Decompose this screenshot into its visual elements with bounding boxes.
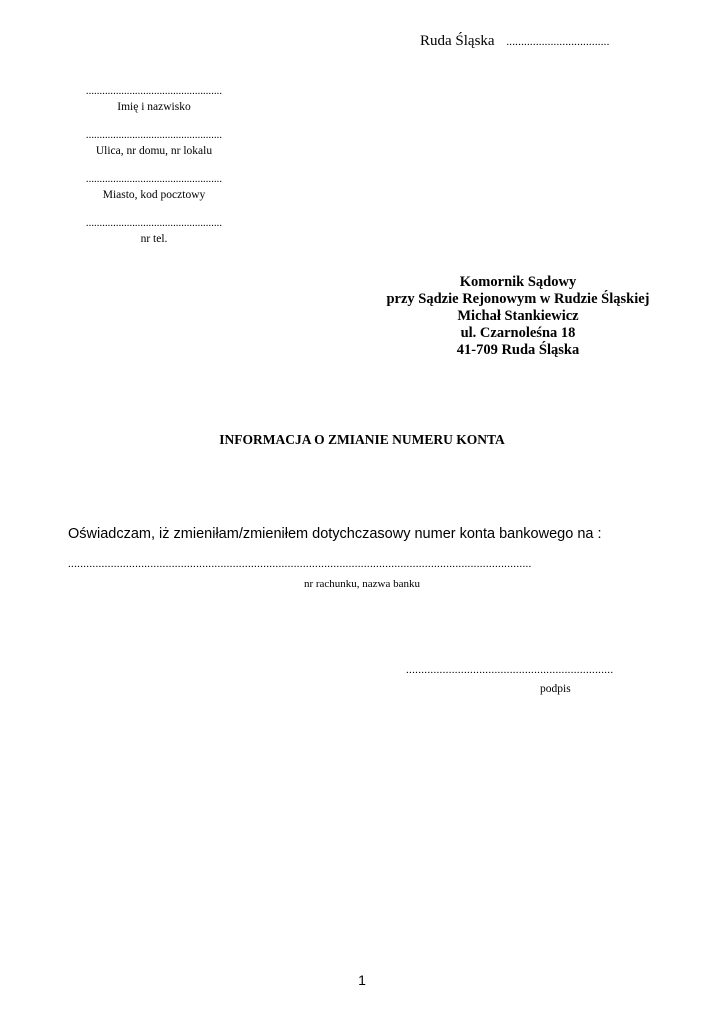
field-label: Ulica, nr domu, nr lokalu [95,145,213,157]
field-label: Imię i nazwisko [117,101,191,113]
recipient-line: Michał Stankiewicz [457,308,579,324]
page-number: 1 [358,972,366,988]
sender-street-field [68,130,240,158]
place-date-line [420,33,610,50]
signature-label: podpis [540,683,571,695]
field-label: Miasto, kod pocztowy [102,189,206,201]
recipient-line: przy Sądzie Rejonowym w Rudzie Śląskiej [386,291,650,307]
fill-in-dots: .................................................. [85,130,223,141]
account-number-label: nr rachunku, nazwa banku [303,578,421,590]
signature-dots: .................................................................... [406,664,614,676]
recipient-line: 41-709 Ruda Śląska [456,342,580,358]
statement-text: Oświadczam, iż zmieniłam/zmieniłem dotychczasowy numer konta bankowego na : [68,526,602,542]
document-title: INFORMACJA O ZMIANIE NUMERU KONTA [219,432,505,447]
account-number-dots: ........................................................................................................................................................ [68,558,532,570]
field-label: nr tel. [140,233,168,245]
date-placeholder-dots: ................................... [506,36,610,48]
sender-city-field [68,174,240,202]
recipient-line: ul. Czarnoleśna 18 [460,325,576,341]
sender-name-field [68,86,240,114]
fill-in-dots: .................................................. [85,174,223,185]
fill-in-dots: .................................................. [85,86,223,97]
recipient-line: Komornik Sądowy [459,274,577,290]
place-name: Ruda Śląska [420,33,495,49]
sender-phone-field [68,218,240,246]
recipient-address-block [380,274,656,359]
fill-in-dots: .................................................. [85,218,223,229]
